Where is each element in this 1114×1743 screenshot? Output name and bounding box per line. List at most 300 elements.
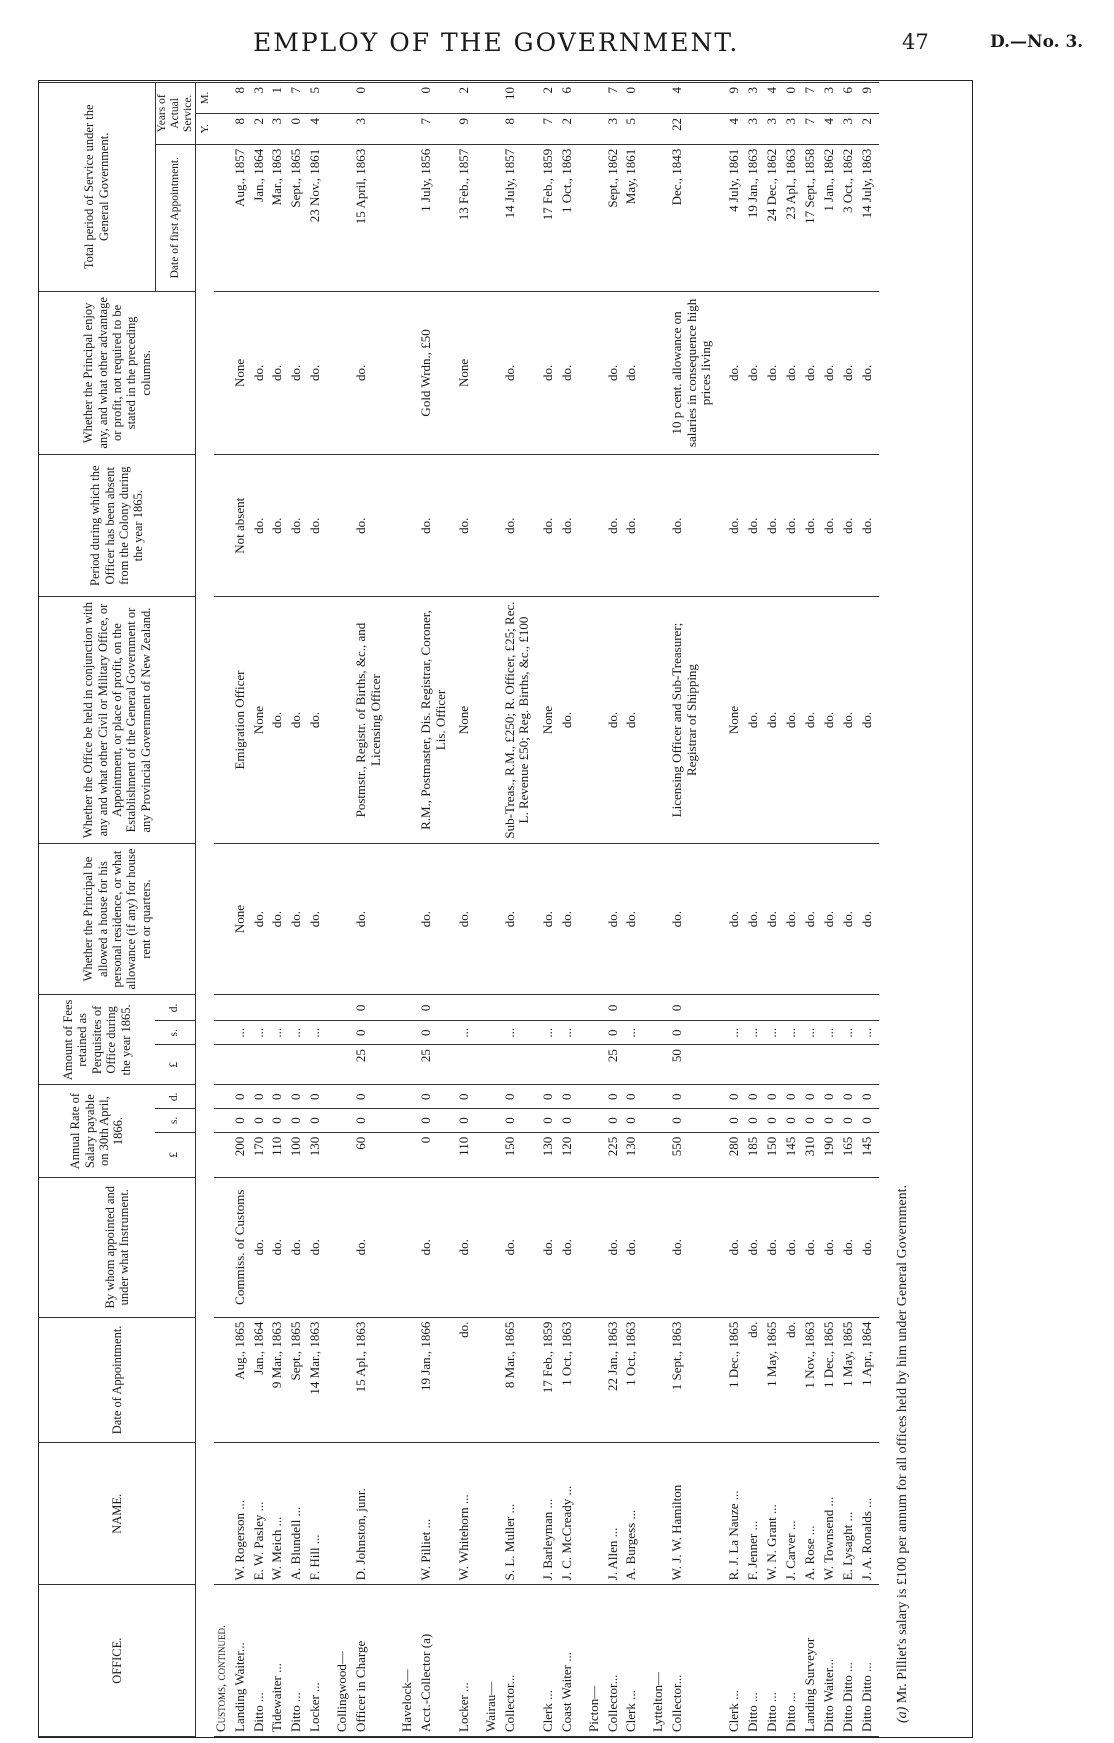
cell-sal-s: 0 — [541, 1109, 560, 1133]
cell-yy: 3 — [354, 113, 392, 144]
cell-adv: do. — [289, 291, 308, 455]
cell-house: do. — [624, 843, 643, 995]
currency-pounds: £ — [155, 1132, 196, 1177]
cell-date: do. — [746, 1317, 765, 1443]
cell-name: J. Carver ... — [784, 1443, 803, 1585]
cell-fee-d — [252, 995, 271, 1021]
cell-name: F. Hill ... — [308, 1443, 327, 1585]
cell-sal-d: 0 — [252, 1085, 271, 1109]
cell-adv: do. — [746, 291, 765, 455]
col-header-by-whom: By whom appointed and under what Instrument. — [39, 1177, 196, 1317]
cell-adv: Gold Wrdn., £50 — [419, 291, 457, 455]
cell-fee-s: ... — [289, 1021, 308, 1045]
cell-date: Sept., 1865 — [289, 1317, 308, 1443]
cell-first: Sept., 1862 — [606, 144, 625, 291]
footnote-marker: (a) — [895, 1706, 910, 1723]
cell-sal-l: 130 — [541, 1132, 560, 1177]
cell-adv: None — [457, 291, 476, 455]
cell-sal-s: 0 — [822, 1109, 841, 1133]
cell-yy: 7 — [803, 113, 822, 144]
cell-yy: 3 — [784, 113, 803, 144]
table-row — [670, 83, 727, 1737]
cell-adv: do. — [803, 291, 822, 455]
cell-yy: 0 — [289, 113, 308, 144]
cell-date: 1 Dec., 1865 — [822, 1317, 841, 1443]
cell-other: do. — [860, 597, 879, 843]
cell-fee-l — [541, 1045, 560, 1085]
cell-adv: do. — [784, 291, 803, 455]
cell-office: Landing Waiter... — [233, 1585, 252, 1737]
cell-other: do. — [784, 597, 803, 843]
cell-sal-s: 0 — [841, 1109, 860, 1133]
cell-fee-s: ... — [270, 1021, 289, 1045]
cell-name: A. Burgess ... — [624, 1443, 643, 1585]
cell-first: 4 July, 1861 — [727, 144, 746, 291]
cell-sal-l: 110 — [270, 1132, 289, 1177]
cell-office: Collector... — [606, 1585, 625, 1737]
cell-office: Locker ... — [308, 1585, 327, 1737]
cell-absent: do. — [765, 455, 784, 597]
cell-fee-l — [503, 1045, 541, 1085]
cell-fee-l — [746, 1045, 765, 1085]
table-body — [214, 83, 879, 1737]
cell-other: Licensing Officer and Sub-Treasurer; Registrar of Shipping — [670, 597, 727, 843]
cell-name: W. Townsend ... — [822, 1443, 841, 1585]
cell-house: do. — [765, 843, 784, 995]
cell-other: None — [727, 597, 746, 843]
cell-other: None — [457, 597, 476, 843]
cell-mm: 4 — [765, 83, 784, 114]
cell-sal-l: 130 — [624, 1132, 643, 1177]
cell-office: Ditto Ditto ... — [860, 1585, 879, 1737]
cell-adv: None — [233, 291, 252, 455]
cell-sal-d: 0 — [308, 1085, 327, 1109]
page-number: 47 — [902, 30, 929, 54]
cell-absent: do. — [803, 455, 822, 597]
cell-fee-d — [803, 995, 822, 1021]
col-header-years-service: Years of Actual Service. — [155, 83, 196, 145]
cell-absent: do. — [746, 455, 765, 597]
cell-sal-l: 110 — [457, 1132, 476, 1177]
table-row — [560, 83, 579, 1737]
cell-fee-d — [457, 995, 476, 1021]
cell-mm: 8 — [233, 83, 252, 114]
cell-by: do. — [354, 1177, 392, 1317]
cell-other: Emigration Officer — [233, 597, 252, 843]
cell-date: 1 Oct., 1863 — [560, 1317, 579, 1443]
cell-fee-l — [784, 1045, 803, 1085]
cell-adv: do. — [765, 291, 784, 455]
cell-adv: do. — [252, 291, 271, 455]
cell-house: do. — [419, 843, 457, 995]
cell-sal-s: 0 — [765, 1109, 784, 1133]
cell-office: Ditto ... — [746, 1585, 765, 1737]
cell-office: Ditto Ditto ... — [841, 1585, 860, 1737]
cell-fee-s: ... — [784, 1021, 803, 1045]
cell-office: Ditto Waiter... — [822, 1585, 841, 1737]
cell-absent: do. — [541, 455, 560, 597]
cell-by: do. — [784, 1177, 803, 1317]
cell-first: 1 July, 1856 — [419, 144, 457, 291]
table-row — [841, 83, 860, 1737]
cell-name: A. Blundell ... — [289, 1443, 308, 1585]
group-heading: Wairau— — [484, 1585, 503, 1737]
table-row — [354, 83, 392, 1737]
cell-fee-l: 25 — [354, 1045, 392, 1085]
cell-office: Collector... — [503, 1585, 541, 1737]
cell-first: 3 Oct., 1862 — [841, 144, 860, 291]
cell-fee-d — [308, 995, 327, 1021]
cell-date: do. — [457, 1317, 476, 1443]
cell-date: 22 Jan., 1863 — [606, 1317, 625, 1443]
group-heading: Collingwood— — [335, 1585, 354, 1737]
cell-adv: do. — [560, 291, 579, 455]
cell-sal-s: 0 — [419, 1109, 457, 1133]
cell-absent: Not absent — [233, 455, 252, 597]
cell-house: do. — [841, 843, 860, 995]
cell-date: 19 Jan., 1866 — [419, 1317, 457, 1443]
cell-other: do. — [841, 597, 860, 843]
table-row — [860, 83, 879, 1737]
cell-fee-s: ... — [503, 1021, 541, 1045]
cell-sal-d: 0 — [233, 1085, 252, 1109]
cell-absent: do. — [670, 455, 727, 597]
cell-yy: 5 — [624, 113, 643, 144]
cell-by: do. — [270, 1177, 289, 1317]
cell-adv: do. — [270, 291, 289, 455]
cell-fee-d — [541, 995, 560, 1021]
cell-sal-s: 0 — [233, 1109, 252, 1133]
cell-first: 23 Apl., 1863 — [784, 144, 803, 291]
cell-sal-s: 0 — [624, 1109, 643, 1133]
cell-name: W. N. Grant ... — [765, 1443, 784, 1585]
cell-house: do. — [252, 843, 271, 995]
cell-office: Officer in Charge — [354, 1585, 392, 1737]
cell-sal-l: 145 — [784, 1132, 803, 1177]
cell-sal-s: 0 — [746, 1109, 765, 1133]
cell-mm: 1 — [270, 83, 289, 114]
cell-mm: 0 — [624, 83, 643, 114]
cell-house: do. — [606, 843, 625, 995]
cell-yy: 3 — [746, 113, 765, 144]
cell-name: J. Barleyman ... — [541, 1443, 560, 1585]
cell-mm: 9 — [860, 83, 879, 114]
cell-adv: 10 p cent. allowance on salaries in consequence high prices living — [670, 291, 727, 455]
cell-fee-l — [841, 1045, 860, 1085]
cell-date: 14 Mar., 1863 — [308, 1317, 327, 1443]
cell-fee-d — [765, 995, 784, 1021]
cell-yy: 7 — [541, 113, 560, 144]
cell-sal-l: 120 — [560, 1132, 579, 1177]
cell-fee-s: ... — [803, 1021, 822, 1045]
cell-mm: 0 — [354, 83, 392, 114]
cell-absent: do. — [354, 455, 392, 597]
cell-house: do. — [270, 843, 289, 995]
cell-date: 9 Mar., 1863 — [270, 1317, 289, 1443]
cell-office: Acct.-Collector (a) — [419, 1585, 457, 1737]
cell-house: do. — [457, 843, 476, 995]
cell-absent: do. — [289, 455, 308, 597]
cell-fee-l — [765, 1045, 784, 1085]
cell-date: Jan., 1864 — [252, 1317, 271, 1443]
cell-by: do. — [765, 1177, 784, 1317]
cell-sal-d: 0 — [503, 1085, 541, 1109]
cell-mm: 2 — [541, 83, 560, 114]
cell-sal-l: 280 — [727, 1132, 746, 1177]
cell-name: J. A. Ronalds ... — [860, 1443, 879, 1585]
cell-sal-d: 0 — [606, 1085, 625, 1109]
cell-first: 13 Feb., 1857 — [457, 144, 476, 291]
cell-fee-d — [784, 995, 803, 1021]
cell-adv: do. — [727, 291, 746, 455]
col-header-absence: Period during which the Officer has been absent from the Colony during the year 1865. — [39, 455, 196, 597]
cell-date: 1 Oct., 1863 — [624, 1317, 643, 1443]
cell-first: 14 July, 1863 — [860, 144, 879, 291]
col-header-salary: Annual Rate of Salary payable on 30th April, 1866. — [39, 1085, 155, 1177]
cell-first: May, 1861 — [624, 144, 643, 291]
page-header — [0, 28, 1114, 68]
footnote-text: Mr. Pilliet's salary is £100 per annum for all offices held by him under General Government. — [895, 1184, 910, 1704]
cell-sal-d: 0 — [822, 1085, 841, 1109]
cell-sal-d: 0 — [419, 1085, 457, 1109]
cell-sal-l: 150 — [503, 1132, 541, 1177]
cell-by: do. — [308, 1177, 327, 1317]
cell-sal-s: 0 — [252, 1109, 271, 1133]
cell-sal-s: 0 — [354, 1109, 392, 1133]
group-heading: Lyttelton— — [651, 1585, 670, 1737]
cell-by: do. — [541, 1177, 560, 1317]
cell-absent: do. — [252, 455, 271, 597]
cell-house: do. — [354, 843, 392, 995]
cell-other: do. — [746, 597, 765, 843]
table-row — [289, 83, 308, 1737]
table-row — [606, 83, 625, 1737]
cell-sal-d: 0 — [670, 1085, 727, 1109]
cell-absent: do. — [270, 455, 289, 597]
cell-absent: do. — [784, 455, 803, 597]
cell-sal-s: 0 — [784, 1109, 803, 1133]
table-row — [784, 83, 803, 1737]
cell-office: Locker ... — [457, 1585, 476, 1737]
cell-sal-l: 145 — [860, 1132, 879, 1177]
cell-absent: do. — [560, 455, 579, 597]
cell-office: Ditto ... — [252, 1585, 271, 1737]
cell-fee-s: ... — [233, 1021, 252, 1045]
table-row — [419, 83, 457, 1737]
cell-sal-l: 100 — [289, 1132, 308, 1177]
cell-other: do. — [270, 597, 289, 843]
cell-yy: 22 — [670, 113, 727, 144]
cell-other: R.M., Postmaster, Dis. Registrar, Coroner, Lis. Officer — [419, 597, 457, 843]
cell-sal-s: 0 — [803, 1109, 822, 1133]
cell-mm: 2 — [457, 83, 476, 114]
cell-adv: do. — [624, 291, 643, 455]
cell-sal-l: 190 — [822, 1132, 841, 1177]
cell-adv: do. — [822, 291, 841, 455]
cell-name: J. Allen ... — [606, 1443, 625, 1585]
group-heading: Customs, continued. — [214, 1585, 233, 1737]
col-header-fees: Amount of Fees retained as Perquisites of Office during the year 1865. — [39, 995, 155, 1085]
cell-by: do. — [841, 1177, 860, 1317]
cell-sal-d: 0 — [784, 1085, 803, 1109]
cell-by: do. — [822, 1177, 841, 1317]
cell-sal-d: 0 — [860, 1085, 879, 1109]
cell-other: None — [541, 597, 560, 843]
cell-adv: do. — [541, 291, 560, 455]
unit-years: Y. — [196, 113, 214, 144]
cell-sal-s: 0 — [308, 1109, 327, 1133]
cell-absent: do. — [860, 455, 879, 597]
table-row — [308, 83, 327, 1737]
cell-yy: 2 — [252, 113, 271, 144]
cell-by: do. — [670, 1177, 727, 1317]
cell-sal-l: 150 — [765, 1132, 784, 1177]
cell-mm: 6 — [841, 83, 860, 114]
cell-adv: do. — [841, 291, 860, 455]
cell-sal-d: 0 — [541, 1085, 560, 1109]
cell-sal-d: 0 — [354, 1085, 392, 1109]
cell-mm: 3 — [822, 83, 841, 114]
cell-yy: 8 — [503, 113, 541, 144]
cell-mm: 3 — [252, 83, 271, 114]
cell-adv: do. — [606, 291, 625, 455]
cell-name: J. C. McCready ... — [560, 1443, 579, 1585]
cell-sal-s: 0 — [727, 1109, 746, 1133]
cell-office: Landing Surveyor — [803, 1585, 822, 1737]
cell-fee-s: 0 — [354, 1021, 392, 1045]
col-header-advantage: Whether the Principal enjoy any, and what other advantage or profit, not required to be stated in the preceding columns. — [39, 291, 196, 455]
cell-name: R. J. La Nauze ... — [727, 1443, 746, 1585]
col-header-house: Whether the Principal be allowed a house for his personal residence, or what allowance (if any) for house rent or quarters. — [39, 843, 196, 995]
cell-sal-l: 185 — [746, 1132, 765, 1177]
fee-currency-shillings: s. — [155, 1021, 196, 1045]
cell-fee-d: 0 — [354, 995, 392, 1021]
cell-other: do. — [765, 597, 784, 843]
cell-fee-d — [503, 995, 541, 1021]
cell-fee-s: ... — [541, 1021, 560, 1045]
cell-sal-d: 0 — [457, 1085, 476, 1109]
document-reference: D.—No. 3. — [990, 32, 1084, 52]
cell-adv: do. — [860, 291, 879, 455]
cell-fee-l — [270, 1045, 289, 1085]
cell-by: do. — [503, 1177, 541, 1317]
cell-fee-l — [233, 1045, 252, 1085]
cell-date: 1 May, 1865 — [765, 1317, 784, 1443]
cell-first: 17 Sept., 1858 — [803, 144, 822, 291]
cell-name: A. Rose ... — [803, 1443, 822, 1585]
cell-fee-s: ... — [624, 1021, 643, 1045]
cell-yy: 2 — [560, 113, 579, 144]
cell-mm: 5 — [308, 83, 327, 114]
cell-sal-s: 0 — [606, 1109, 625, 1133]
cell-house: do. — [670, 843, 727, 995]
cell-house: do. — [308, 843, 327, 995]
cell-first: Aug., 1857 — [233, 144, 252, 291]
cell-absent: do. — [822, 455, 841, 597]
cell-absent: do. — [419, 455, 457, 597]
col-header-other-office: Whether the Office be held in conjunction with any and what other Civil or Military Office, or Appointment, or place of profit, on the Establishment of the General Government or any Provincial Government of New Zealand. — [39, 597, 196, 843]
cell-sal-d: 0 — [270, 1085, 289, 1109]
cell-sal-s: 0 — [457, 1109, 476, 1133]
cell-office: Tidewaiter ... — [270, 1585, 289, 1737]
cell-fee-d: 0 — [670, 995, 727, 1021]
cell-first: 1 Oct., 1863 — [560, 144, 579, 291]
fee-currency-pounds: £ — [155, 1045, 196, 1085]
cell-fee-d — [841, 995, 860, 1021]
cell-fee-d — [270, 995, 289, 1021]
cell-first: 17 Feb., 1859 — [541, 144, 560, 291]
cell-office: Ditto ... — [765, 1585, 784, 1737]
cell-fee-s: ... — [860, 1021, 879, 1045]
cell-sal-l: 165 — [841, 1132, 860, 1177]
cell-sal-s: 0 — [670, 1109, 727, 1133]
cell-first: Jan., 1864 — [252, 144, 271, 291]
cell-fee-s: 0 — [670, 1021, 727, 1045]
cell-other: Sub-Treas., R.M., £250; R. Officer, £25; Rec. L. Revenue £50; Reg. Births, &c., £100 — [503, 597, 541, 843]
cell-sal-s: 0 — [860, 1109, 879, 1133]
table-row — [803, 83, 822, 1737]
group-heading: Havelock— — [400, 1585, 419, 1737]
col-header-office: OFFICE. — [39, 1585, 196, 1737]
cell-by: do. — [252, 1177, 271, 1317]
cell-date: 17 Feb., 1859 — [541, 1317, 560, 1443]
cell-house: do. — [822, 843, 841, 995]
cell-yy: 7 — [419, 113, 457, 144]
cell-first: 24 Dec., 1862 — [765, 144, 784, 291]
cell-absent: do. — [841, 455, 860, 597]
cell-other: do. — [803, 597, 822, 843]
cell-absent: do. — [308, 455, 327, 597]
cell-by: do. — [419, 1177, 457, 1317]
cell-yy: 4 — [308, 113, 327, 144]
cell-date: Aug., 1865 — [233, 1317, 252, 1443]
cell-mm: 7 — [606, 83, 625, 114]
cell-sal-d: 0 — [289, 1085, 308, 1109]
cell-fee-s: ... — [841, 1021, 860, 1045]
cell-sal-l: 170 — [252, 1132, 271, 1177]
cell-sal-l: 550 — [670, 1132, 727, 1177]
cell-by: do. — [606, 1177, 625, 1317]
cell-name: S. L. Muller ... — [503, 1443, 541, 1585]
cell-date: do. — [784, 1317, 803, 1443]
cell-fee-l — [803, 1045, 822, 1085]
cell-other: do. — [822, 597, 841, 843]
cell-house: do. — [560, 843, 579, 995]
cell-name: D. Johnston, junr. — [354, 1443, 392, 1585]
cell-fee-d — [560, 995, 579, 1021]
cell-date: 1 Dec., 1865 — [727, 1317, 746, 1443]
return-table-frame — [38, 80, 973, 1738]
cell-mm: 0 — [419, 83, 457, 114]
cell-adv: do. — [308, 291, 327, 455]
cell-fee-d — [746, 995, 765, 1021]
cell-by: Commiss. of Customs — [233, 1177, 252, 1317]
cell-mm: 9 — [727, 83, 746, 114]
cell-house: do. — [784, 843, 803, 995]
cell-fee-l — [560, 1045, 579, 1085]
cell-fee-l: 50 — [670, 1045, 727, 1085]
cell-sal-d: 0 — [624, 1085, 643, 1109]
cell-house: do. — [503, 843, 541, 995]
cell-sal-d: 0 — [765, 1085, 784, 1109]
cell-mm: 3 — [746, 83, 765, 114]
cell-name: W. J. W. Hamilton — [670, 1443, 727, 1585]
cell-absent: do. — [624, 455, 643, 597]
cell-sal-l: 0 — [419, 1132, 457, 1177]
cell-by: do. — [727, 1177, 746, 1317]
cell-name: W. Whitehorn ... — [457, 1443, 476, 1585]
cell-yy: 4 — [727, 113, 746, 144]
